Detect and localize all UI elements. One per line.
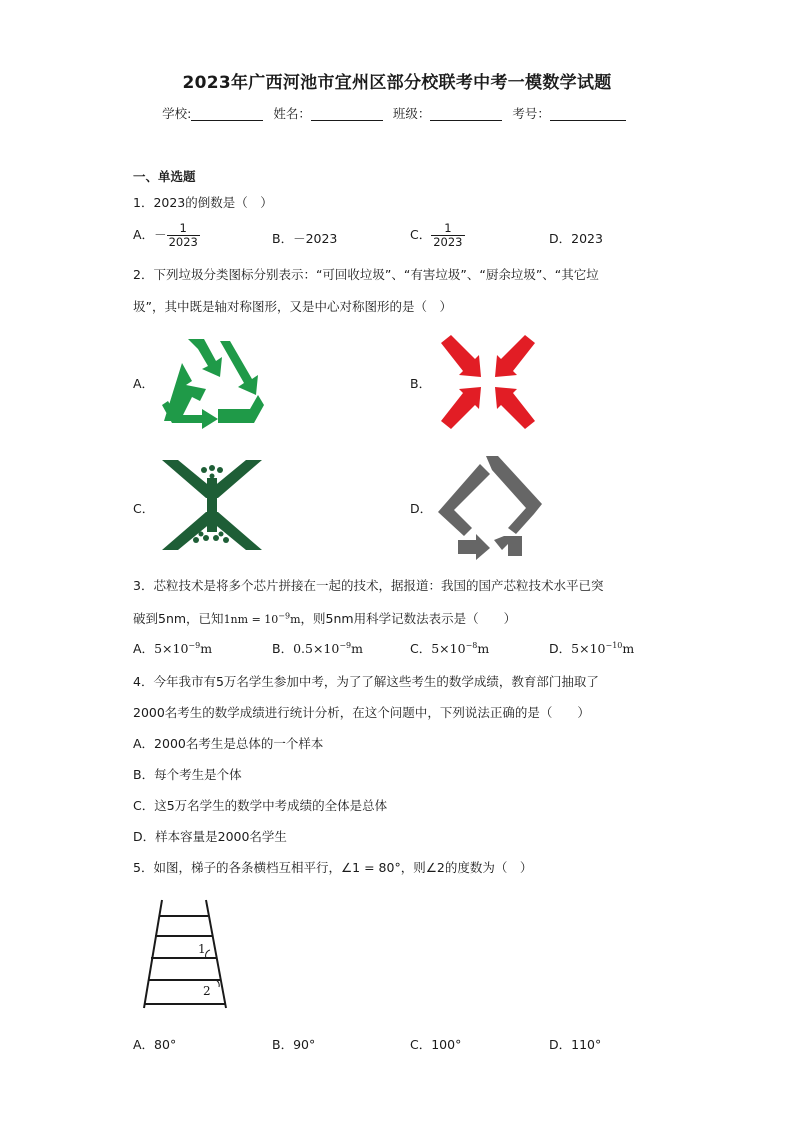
name-label: 姓名： — [273, 106, 311, 121]
q1-fraction-c: $\frac{1}{2023}$ — [433, 221, 463, 249]
q5-option-c[interactable]: C．100° — [410, 1037, 462, 1052]
student-info-line — [0, 104, 794, 122]
q1-stem: 1．2023的倒数是（ ） — [133, 195, 273, 210]
name-blank[interactable] — [311, 106, 383, 121]
q3-option-a[interactable]: A．$5\times 10^{-9}m$ — [133, 640, 213, 656]
school-label: 学校: — [162, 106, 192, 121]
q3-option-d[interactable]: D．$5\times 10^{-10}m$ — [549, 640, 635, 656]
q3-option-b[interactable]: B．$0.5\times 10^{-9}m$ — [272, 640, 363, 656]
q2-option-c-label[interactable]: C． — [133, 501, 155, 516]
q4-option-a[interactable]: A．2000名考生是总体的一个样本 — [133, 736, 324, 751]
recycle-icon — [158, 333, 268, 433]
q4-option-d[interactable]: D．样本容量是2000名学生 — [133, 829, 287, 844]
q1-option-c[interactable]: C． $\frac{1}{2023}$ — [410, 221, 463, 249]
ladder-figure — [140, 898, 230, 1010]
class-label: 班级： — [392, 106, 431, 121]
class-blank[interactable] — [430, 106, 502, 121]
q2-option-d-label[interactable]: D． — [410, 501, 433, 516]
q3-stem-line2: 破到5nm，已知$1nm = 10^{-9}m$，则5nm用科学记数法表示是（ ） — [133, 611, 517, 626]
q4-option-b[interactable]: B．每个考生是个体 — [133, 767, 242, 782]
q2-stem-line1: 2．下列垃圾分类图标分别表示：“可回收垃圾”、“有害垃圾”、“厨余垃圾”、“其它垃 — [133, 267, 599, 282]
school-blank[interactable] — [191, 106, 263, 121]
q4-stem-line2: 2000名考生的数学成绩进行统计分析，在这个问题中，下列说法正确的是（ ） — [133, 705, 590, 720]
q4-stem-line1: 4．今年我市有5万名学生参加中考，为了了解这些考生的数学成绩，教育部门抽取了 — [133, 674, 599, 689]
q5-option-d[interactable]: D．110° — [549, 1037, 602, 1052]
angle-2-arc — [216, 980, 219, 987]
other-waste-icon — [434, 454, 546, 562]
q1-fraction-a: $\frac{1}{2023}$ — [168, 221, 198, 249]
q2-option-a-label[interactable]: A． — [133, 376, 155, 391]
angle-1-label: 1 — [198, 942, 206, 956]
hazardous-waste-icon — [435, 333, 541, 431]
q1-option-d[interactable]: D．2023 — [549, 231, 603, 246]
kitchen-waste-icon — [160, 458, 264, 552]
q5-stem: 5．如图，梯子的各条横档互相平行，∠1 = 80°，则∠2的度数为（ ） — [133, 860, 533, 875]
exam-number-blank[interactable] — [550, 106, 626, 121]
q5-option-a[interactable]: A．80° — [133, 1037, 177, 1052]
q2-option-b-label[interactable]: B． — [410, 376, 432, 391]
q3-stem-line1: 3．芯粒技术是将多个芯片拼接在一起的技术，据报道：我国的国产芯粒技术水平已突 — [133, 578, 604, 593]
exam-number-label: 考号： — [512, 106, 550, 121]
q1-option-b[interactable]: B．－2023 — [272, 231, 338, 246]
angle-1-arc — [206, 950, 210, 958]
q3-option-c[interactable]: C．$5\times 10^{-8}m$ — [410, 640, 490, 656]
angle-2-label: 2 — [203, 984, 211, 998]
q5-option-b[interactable]: B．90° — [272, 1037, 316, 1052]
q1-option-a[interactable]: A．－ $\frac{1}{2023}$ — [133, 221, 198, 249]
q2-stem-line2: 圾”，其中既是轴对称图形，又是中心对称图形的是（ ） — [133, 299, 452, 314]
section-heading: 一、单选题 — [133, 169, 196, 184]
page-title: 2023年广西河池市宜州区部分校联考中考一模数学试题 — [182, 73, 612, 93]
q4-option-c[interactable]: C．这5万名学生的数学中考成绩的全体是总体 — [133, 798, 388, 813]
